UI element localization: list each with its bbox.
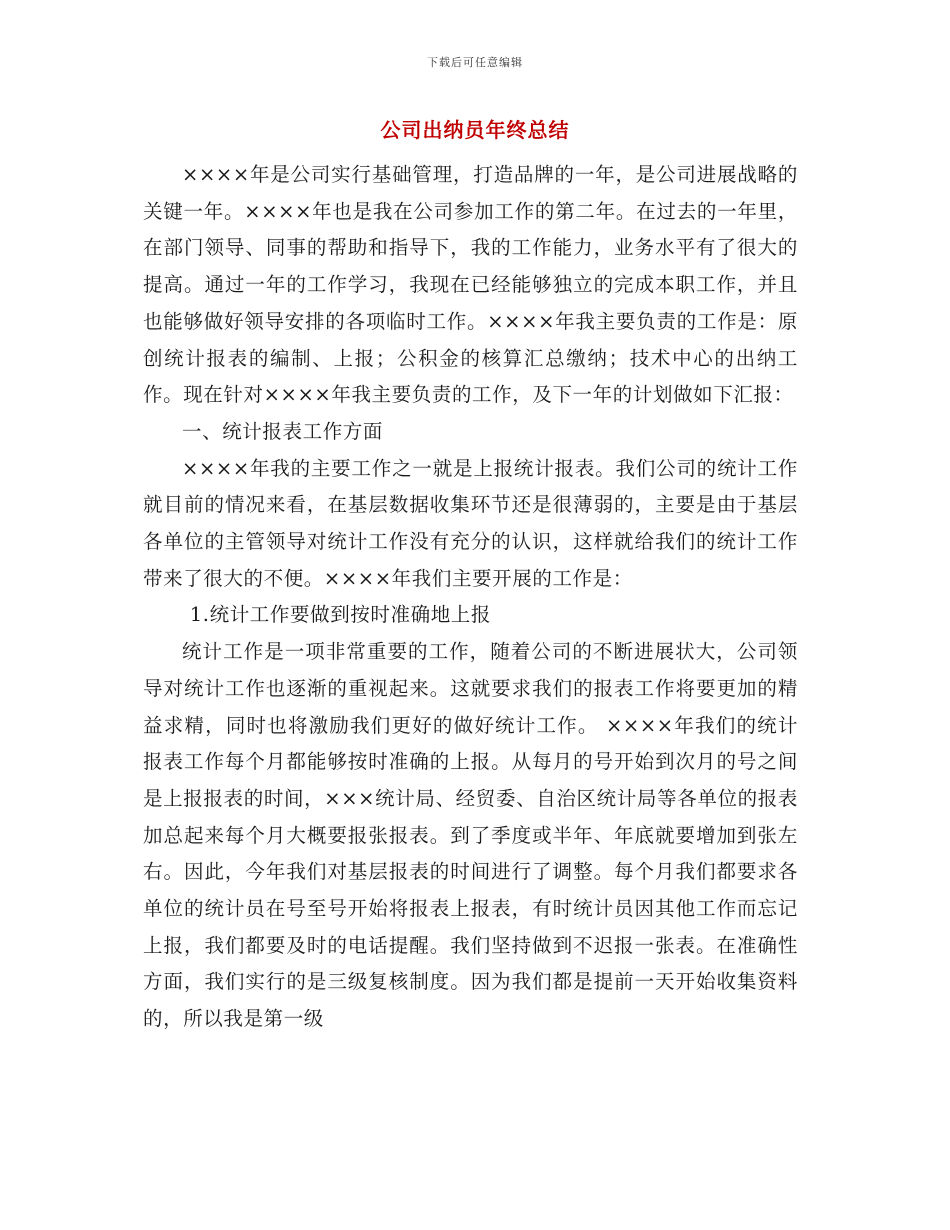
paragraph-statistics: ××××年我的主要工作之一就是上报统计报表。我们公司的统计工作就目前的情况来看，在基层数据收集环节还是很薄弱的，主要是由于基层各单位的主管领导对统计工作没有充分的认识，这样就给我们的统计工作带来了很大的不便。××××年我们主要开展的工作是：	[143, 456, 798, 590]
paragraph-timely-reporting: 统计工作是一项非常重要的工作，随着公司的不断进展状大，公司领导对统计工作也逐渐的重视起来。这就要求我们的报表工作将要更加的精益求精，同时也将激励我们更好的做好统计工作。 ××××年我们的统计报表工作每个月都能够按时准确的上报。从每月的号开始到次月的号之间是上报报表的时间，×××统计局、经贸委、自治区统计局等各单位的报表加总起来每个月大概要报张报表。到了季度或半年、年底就要增加到张左右。因此，今年我们对基层报表的时间进行了调整。每个月我们都要求各单位的统计员在号至号开始将报表上报表，有时统计员因其他工作而忘记上报，我们都要及时的电话提醒。我们坚持做到不迟报一张表。在准确性方面，我们实行的是三级复核制度。因为我们都是提前一天开始收集资料的，所以我是第一级	[143, 640, 798, 1031]
document-title: 公司出纳员年终总结	[380, 118, 570, 142]
paragraph-intro: ××××年是公司实行基础管理，打造品牌的一年，是公司进展战略的关键一年。××××年也是我在公司参加工作的第二年。在过去的一年里，在部门领导、同事的帮助和指导下，我的工作能力，业务水平有了很大的提高。通过一年的工作学习，我现在已经能够独立的完成本职工作，并且也能够做好领导安排的各项临时工作。××××年我主要负责的工作是：原创统计报表的编制、上报；公积金的核算汇总缴纳；技术中心的出纳工作。现在针对××××年我主要负责的工作，及下一年的计划做如下汇报：	[143, 163, 798, 407]
section-heading-statistics: 一、统计报表工作方面	[182, 419, 384, 443]
subheading-timely-reporting: 1.统计工作要做到按时准确地上报	[189, 603, 492, 627]
header-note: 下载后可任意编辑	[427, 56, 523, 69]
document-body	[143, 157, 798, 1038]
